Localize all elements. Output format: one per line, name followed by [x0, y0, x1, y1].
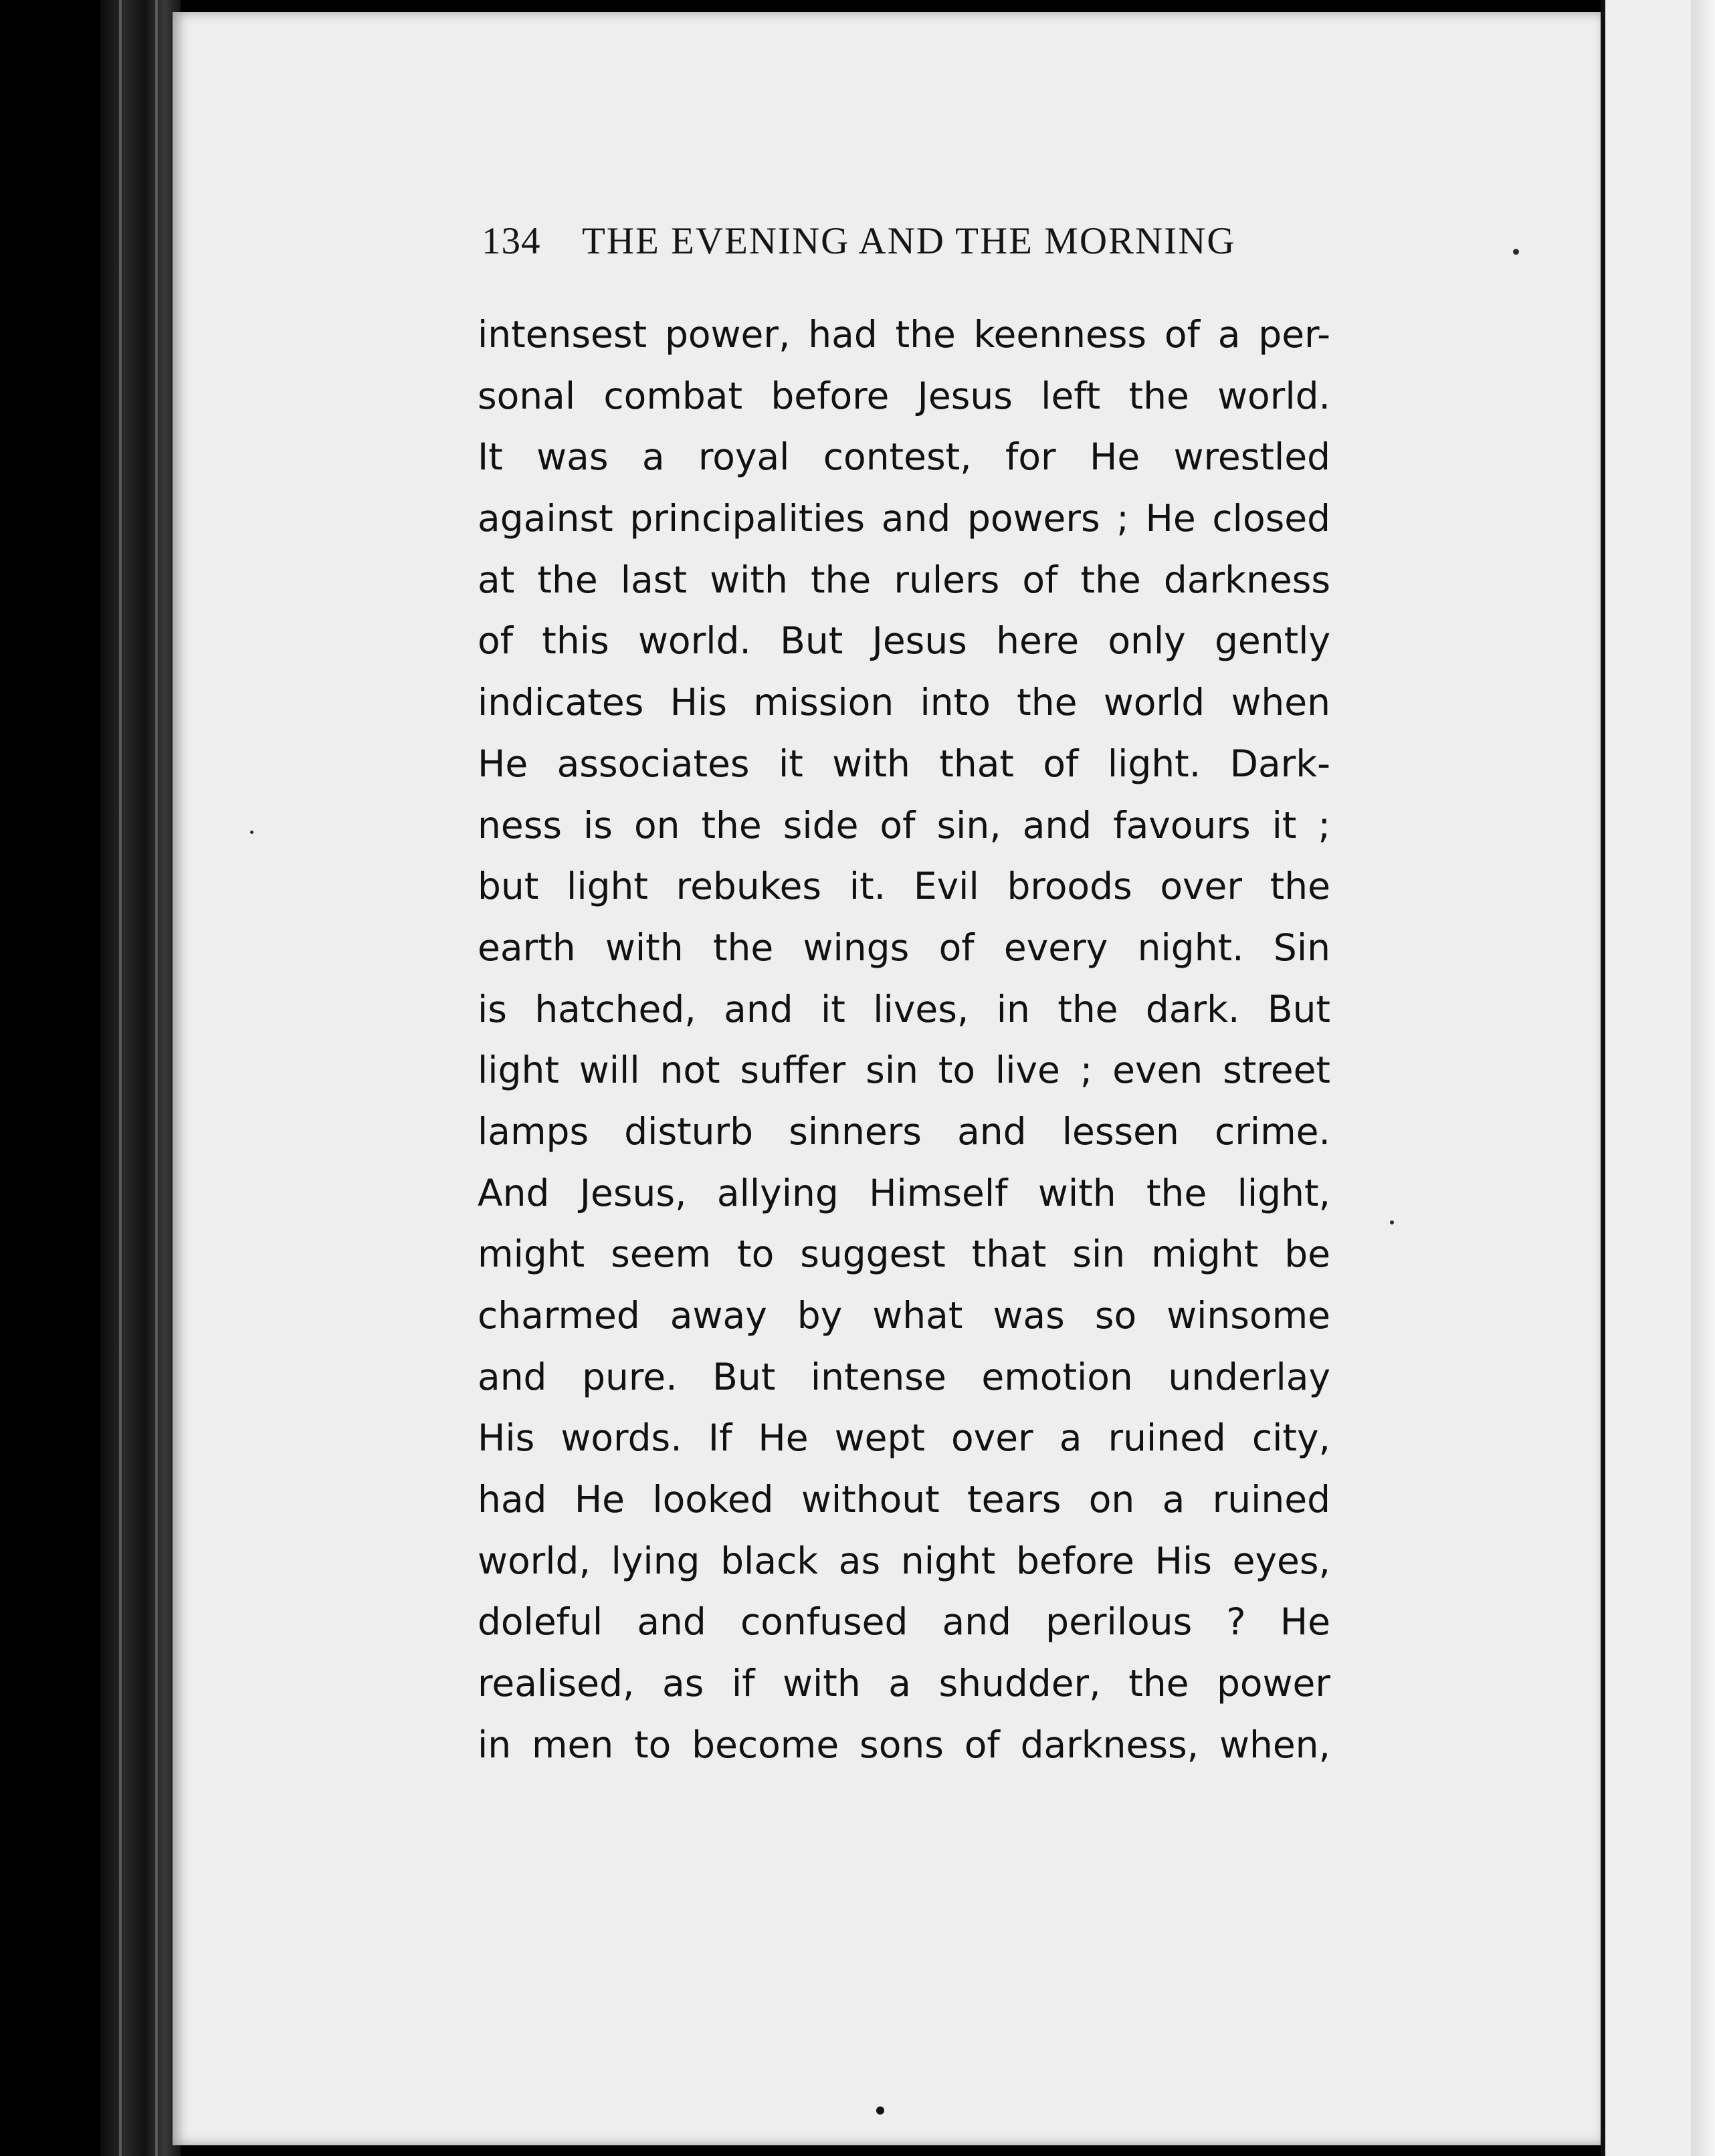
scan-speck [1390, 1220, 1394, 1224]
text-line: at the last with the rulers of the darkness [478, 558, 1330, 601]
text-line: and pure. But intense emotion underlay [478, 1355, 1330, 1398]
running-head: THE EVENING AND THE MORNING [582, 220, 1236, 262]
text-line: of this world. But Jesus here only gently [478, 619, 1330, 663]
text-line: realised, as if with a shudder, the power [478, 1662, 1330, 1705]
text-line: charmed away by what was so winsome [478, 1294, 1330, 1337]
text-line: against principalities and powers ; He closed [478, 497, 1330, 540]
text-line: in men to become sons of darkness, when, [478, 1723, 1330, 1766]
book-binding [100, 0, 181, 2156]
text-line: lamps disturb sinners and lessen crime. [478, 1109, 1330, 1153]
text-line: His words. If He wept over a ruined city, [478, 1416, 1330, 1460]
scan-speck [1513, 249, 1519, 255]
text-line: indicates His mission into the world when [478, 681, 1330, 724]
text-line: earth with the wings of every night. Sin [478, 926, 1330, 969]
body-text [478, 304, 1330, 1776]
facing-page-margin [1691, 0, 1715, 2156]
text-line: doleful and confused and perilous ? He [478, 1600, 1330, 1644]
text-line: ness is on the side of sin, and favours it ; [478, 803, 1330, 847]
binding-edge-line [155, 0, 158, 2156]
text-line: had He looked without tears on a ruined [478, 1478, 1330, 1521]
text-line: And Jesus, allying Himself with the light, [478, 1171, 1330, 1214]
page-number: 134 [482, 220, 541, 262]
text-line: is hatched, and it lives, in the dark. But [478, 987, 1330, 1031]
page-header [482, 219, 1338, 273]
scan-speck [876, 2107, 884, 2115]
text-line: It was a royal contest, for He wrestled [478, 435, 1330, 479]
text-line: world, lying black as night before His eyes, [478, 1539, 1330, 1582]
text-line: but light rebukes it. Evil broods over the [478, 865, 1330, 908]
binding-edge-line [119, 0, 122, 2156]
scan-speck [250, 831, 254, 834]
text-line: He associates it with that of light. Dark- [478, 742, 1330, 785]
text-line: light will not suffer sin to live ; even street [478, 1049, 1330, 1092]
text-line: intensest power, had the keenness of a per- [478, 313, 1330, 356]
text-line: might seem to suggest that sin might be [478, 1232, 1330, 1276]
text-line: sonal combat before Jesus left the world. [478, 374, 1330, 417]
